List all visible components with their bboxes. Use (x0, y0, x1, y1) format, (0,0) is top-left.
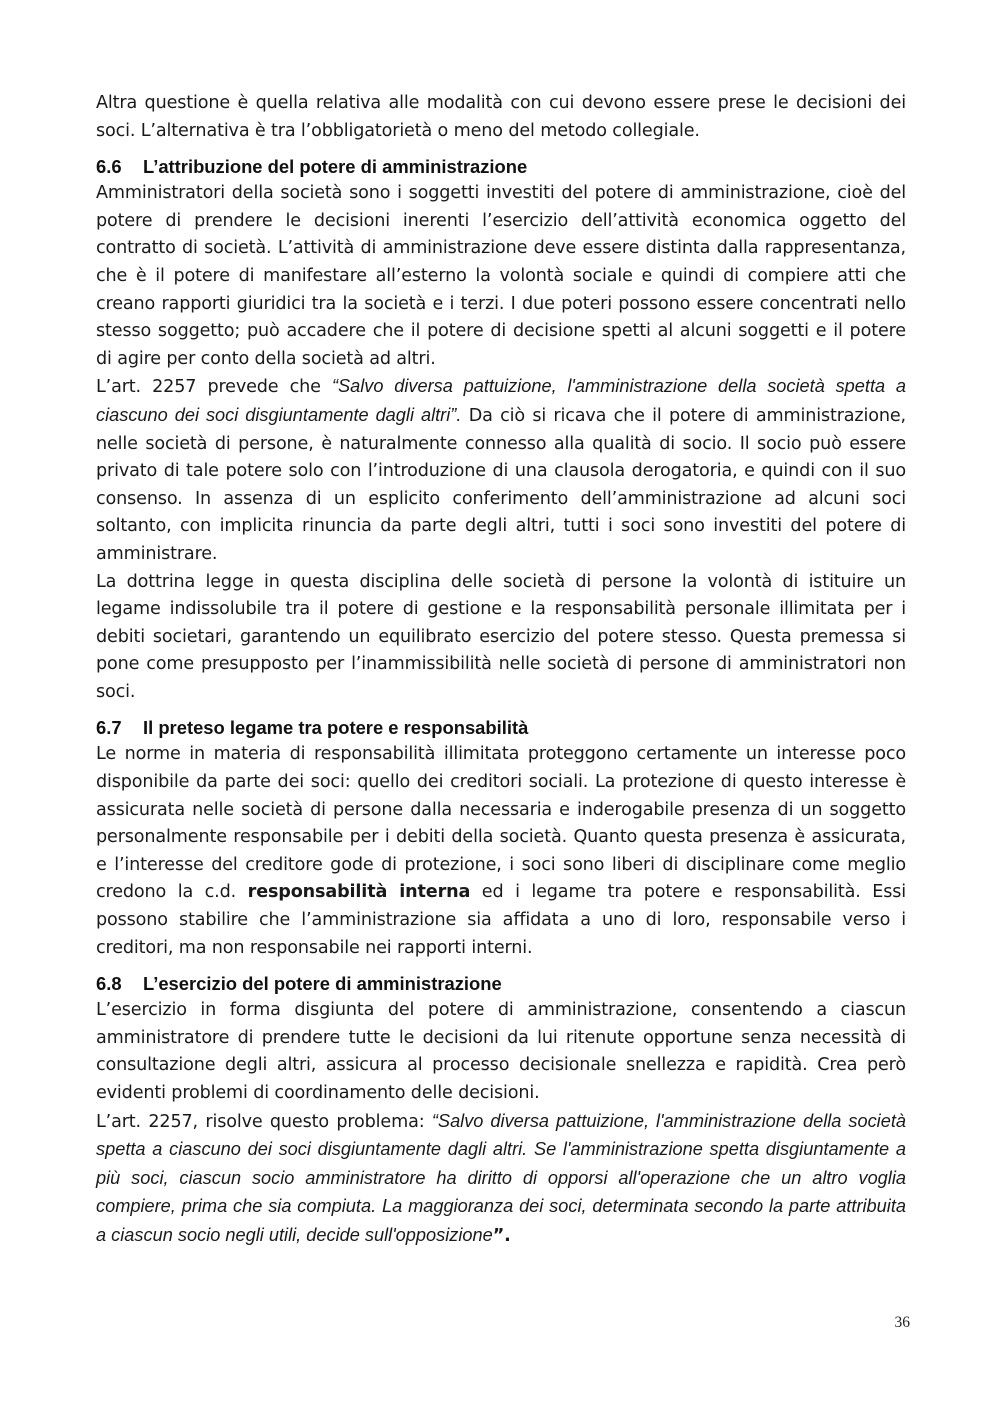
document-page (96, 90, 906, 1251)
section-number: 6.7 (96, 717, 122, 739)
section-heading-6-6 (96, 153, 906, 180)
section-number: 6.6 (96, 156, 122, 178)
section-heading-6-7 (96, 714, 906, 741)
section-title: L’attribuzione del potere di amministrazione (143, 156, 528, 178)
paragraph: L’esercizio in forma disgiunta del potere di amministrazione, consentendo a ciascun amministratore di prendere tutte le decisioni da lui ritenute opportune senza necessità di consultazione degli altri, assicura al processo decisionale snellezza e rapidità. Crea però evidenti problemi di coordinamento delle decisioni. (96, 1000, 906, 1103)
paragraph-text: ed i legame tra potere e responsabilità. Essi possono stabilire che l’amministrazione sia affidata a uno di loro, responsabile verso i creditori, ma non responsabile nei rapporti interni. (96, 882, 907, 958)
section-title: Il preteso legame tra potere e responsabilità (143, 717, 529, 739)
quoted-text: “Salvo diversa pattuizione, l'amministrazione della società spetta a ciascuno dei soci disgiuntamente dagli altri. Se l'amministrazione spetta disgiuntamente a più soci, ciascun socio amministratore ha diritto di opporsi all'operazione che un altro voglia compiere, prima che sia compiuta. La maggioranza dei soci, determinata secondo la parte attribuita a ciascun socio negli utili, decide sull'opposizione (96, 1110, 907, 1245)
paragraph: La dottrina legge in questa disciplina delle società di persone la volontà di istituire un legame indissolubile tra il potere di gestione e la responsabilità personale illimitata per i debiti societari, garantendo un equilibrato esercizio del potere stesso. Questa premessa si pone come presupposto per l’inammissibilità nelle società di persone di amministratori non soci. (96, 571, 906, 702)
closing-quote: ”. (492, 1225, 511, 1246)
intro-paragraph: Altra questione è quella relativa alle modalità con cui devono essere prese le decisioni dei soci. L’alternativa è tra l’obbligatorietà o meno del metodo collegiale. (96, 93, 906, 141)
bold-term: responsabilità interna (247, 882, 471, 903)
paragraph-with-quote (96, 1108, 906, 1251)
paragraph-text: Da ciò si ricava che il potere di amministrazione, nelle società di persone, è naturalmente connesso alla qualità di socio. Il socio può essere privato di tale potere solo con l’introduzione di una clausola derogatoria, e quindi con il suo consenso. In assenza di un esplicito conferimento dell’amministrazione ad alcuni soci soltanto, con implicita rinuncia da parte degli altri, tutti i soci sono investiti del potere di amministrare. (96, 405, 906, 564)
section-title: L’esercizio del potere di amministrazione (143, 973, 502, 995)
page-number: 36 (894, 1314, 910, 1331)
section-number: 6.8 (96, 973, 122, 995)
paragraph-text: L’art. 2257, risolve questo problema: (96, 1111, 432, 1132)
paragraph: Amministratori della società sono i soggetti investiti del potere di amministrazione, cioè del potere di prendere le decisioni inerenti l’esercizio dell’attività economica oggetto del contratto di società. L’attività di amministrazione deve essere distinta dalla rappresentanza, che è il potere di manifestare all’esterno la volontà sociale e quindi di compiere atti che creano rapporti giuridici tra la società e i terzi. I due poteri possono essere concentrati nello stesso soggetto; può accadere che il potere di decisione spetti al alcuni soggetti e il potere di agire per conto della società ad altri. (96, 183, 906, 369)
paragraph-with-bold (96, 741, 906, 962)
paragraph-text: L’art. 2257 prevede che (96, 377, 332, 398)
paragraph-text: Le norme in materia di responsabilità illimitata proteggono certamente un interesse poco disponibile da parte dei soci: quello dei creditori sociali. La protezione di questo interesse è assicurata nelle società di persone dalla necessaria e inderogabile presenza di un soggetto personalmente responsabile per i debiti della società. Quanto questa presenza è assicurata, e l’interesse del creditore gode di protezione, i soci sono liberi di disciplinare come meglio credono la c.d. (96, 744, 906, 903)
section-heading-6-8 (96, 970, 906, 997)
quoted-text: “Salvo diversa pattuizione, l'amministrazione della società spetta a ciascuno dei soci disgiuntamente dagli altri”. (96, 376, 906, 425)
paragraph-with-quote (96, 373, 906, 568)
